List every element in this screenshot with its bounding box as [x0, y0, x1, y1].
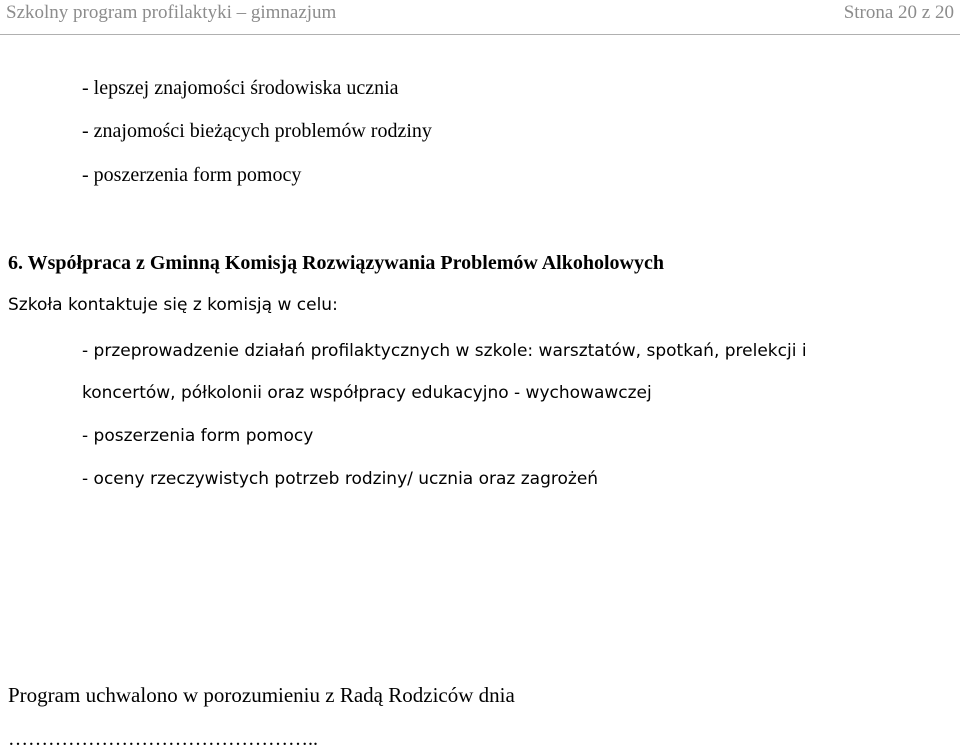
list-item: - znajomości bieżących problemów rodziny [82, 120, 432, 142]
date-placeholder: ……………………………………….. [8, 728, 318, 750]
list-item: - przeprowadzenie działań profilaktycznych w szkole: warsztatów, spotkań, prelekcji i [82, 341, 807, 361]
document-title: Szkolny program profilaktyki – gimnazjum [6, 2, 337, 23]
page-number: Strona 20 z 20 [843, 2, 954, 23]
page-header [0, 0, 960, 35]
list-item: - lepszej znajomości środowiska ucznia [82, 77, 399, 99]
section-heading: 6. Współpraca z Gminną Komisją Rozwiązywania Problemów Alkoholowych [8, 252, 664, 274]
section-intro: Szkoła kontaktuje się z komisją w celu: [8, 295, 338, 315]
list-item: - poszerzenia form pomocy [82, 426, 314, 446]
list-item-continuation: koncertów, półkolonii oraz współpracy edukacyjno - wychowawczej [82, 383, 652, 403]
list-item: - poszerzenia form pomocy [82, 164, 302, 186]
approval-statement: Program uchwalono w porozumieniu z Radą Rodziców dnia [8, 683, 515, 707]
list-item: - oceny rzeczywistych potrzeb rodziny/ ucznia oraz zagrożeń [82, 469, 599, 489]
